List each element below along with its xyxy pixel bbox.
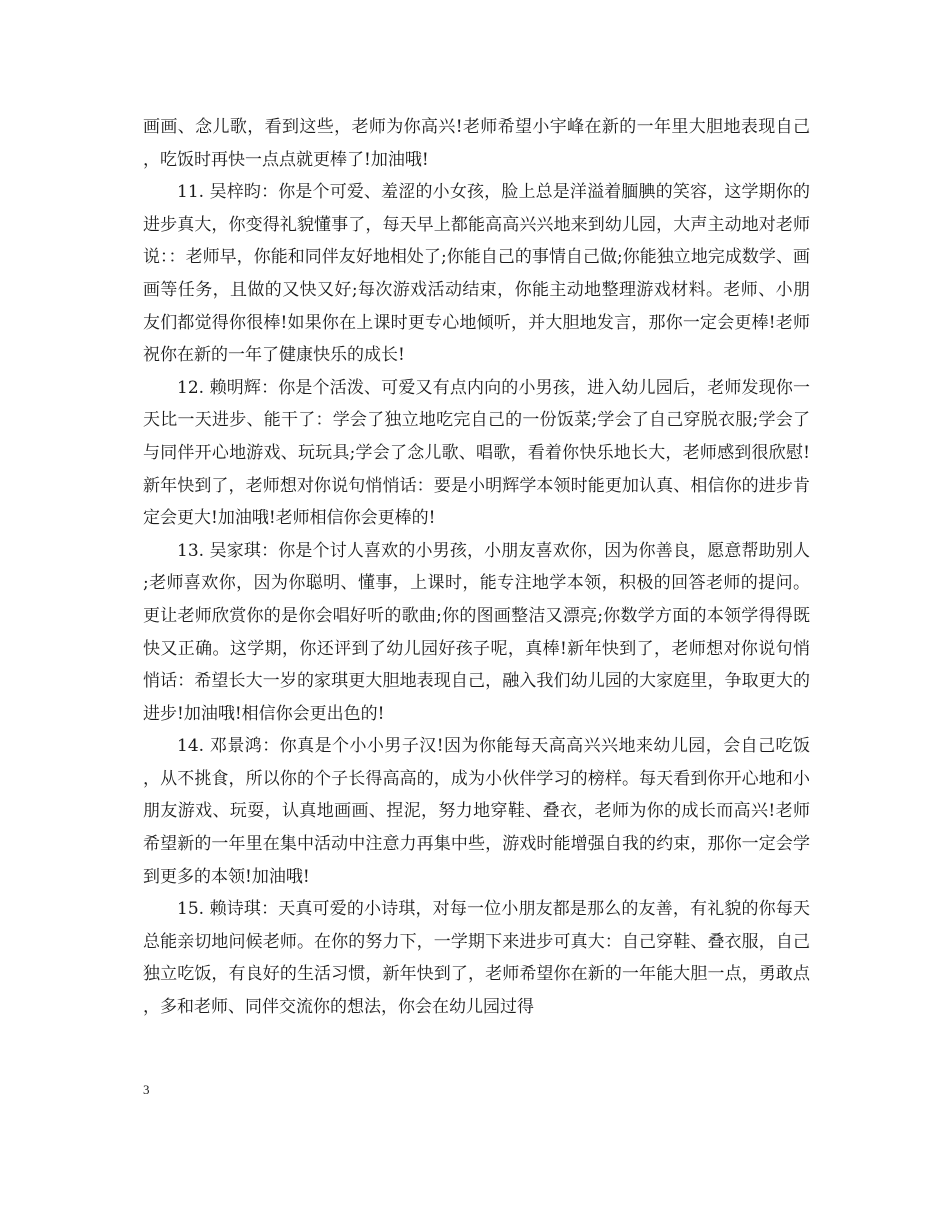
paragraph-item-11: 11. 吴梓昀：你是个可爱、羞涩的小女孩，脸上总是洋溢着腼腆的笑容，这学期你的进步真大，你变得礼貌懂事了，每天早上都能高高兴兴地来到幼儿园，大声主动地对老师说：：老师早，你能和同伴友好地相处了;你能自己的事情自己做;你能独立地完成数学、画画等任务，且做的又快又好;每次游戏活动结束，你能主动地整理游戏材料。老师、小朋友们都觉得你很棒!如果你在上课时更专心地倾听，并大胆地发言，那你一定会更棒!老师祝你在新的一年了健康快乐的成长!	[143, 182, 810, 366]
paragraph-item-13: 13. 吴家琪：你是个讨人喜欢的小男孩，小朋友喜欢你，因为你善良，愿意帮助别人;老师喜欢你，因为你聪明、懂事，上课时，能专注地学本领，积极的回答老师的提问。更让老师欣赏你的是你会唱好听的歌曲;你的图画整洁又漂亮;你数学方面的本领学得得既快又正确。这学期，你还评到了幼儿园好孩子呢，真棒!新年快到了，老师想对你说句悄悄话：希望长大一岁的家琪更大胆地表现自己，融入我们幼儿园的大家庭里，争取更大的进步!加油哦!相信你会更出色的!	[143, 540, 810, 724]
paragraph-item-14: 14. 邓景鸿：你真是个小小男子汉!因为你能每天高高兴兴地来幼儿园，会自己吃饭，从不挑食，所以你的个子长得高高的，成为小伙伴学习的榜样。每天看到你开心地和小朋友游戏、玩耍，认真地画画、捏泥，努力地穿鞋、叠衣，老师为你的成长而高兴!老师希望新的一年里在集中活动中注意力再集中些，游戏时能增强自我的约束，那你一定会学到更多的本领!加油哦!	[143, 736, 810, 887]
paragraph-item-12: 12. 赖明辉：你是个活泼、可爱又有点内向的小男孩，进入幼儿园后，老师发现你一天比一天进步、能干了：学会了独立地吃完自己的一份饭菜;学会了自己穿脱衣服;学会了与同伴开心地游戏、玩玩具;学会了念儿歌、唱歌，看着你快乐地长大，老师感到很欣慰!新年快到了，老师想对你说句悄悄话：要是小明辉学本领时能更加认真、相信你的进步肯定会更大!加油哦!老师相信你会更棒的!	[143, 377, 810, 529]
page-number: 3	[143, 1082, 150, 1097]
paragraph-continued: 画画、念儿歌，看到这些，老师为你高兴!老师希望小宇峰在新的一年里大胆地表现自己，吃饭时再快一点点就更棒了!加油哦!	[143, 117, 810, 170]
paragraph-item-15: 15. 赖诗琪：天真可爱的小诗琪，对每一位小朋友都是那么的友善，有礼貌的你每天总能亲切地问候老师。在你的努力下，一学期下来进步可真大：自己穿鞋、叠衣服，自己独立吃饭，有良好的生活习惯，新年快到了，老师希望你在新的一年能大胆一点，勇敢点，多和老师、同伴交流你的想法，你会在幼儿园过得	[143, 899, 810, 1018]
document-body	[143, 111, 810, 1024]
